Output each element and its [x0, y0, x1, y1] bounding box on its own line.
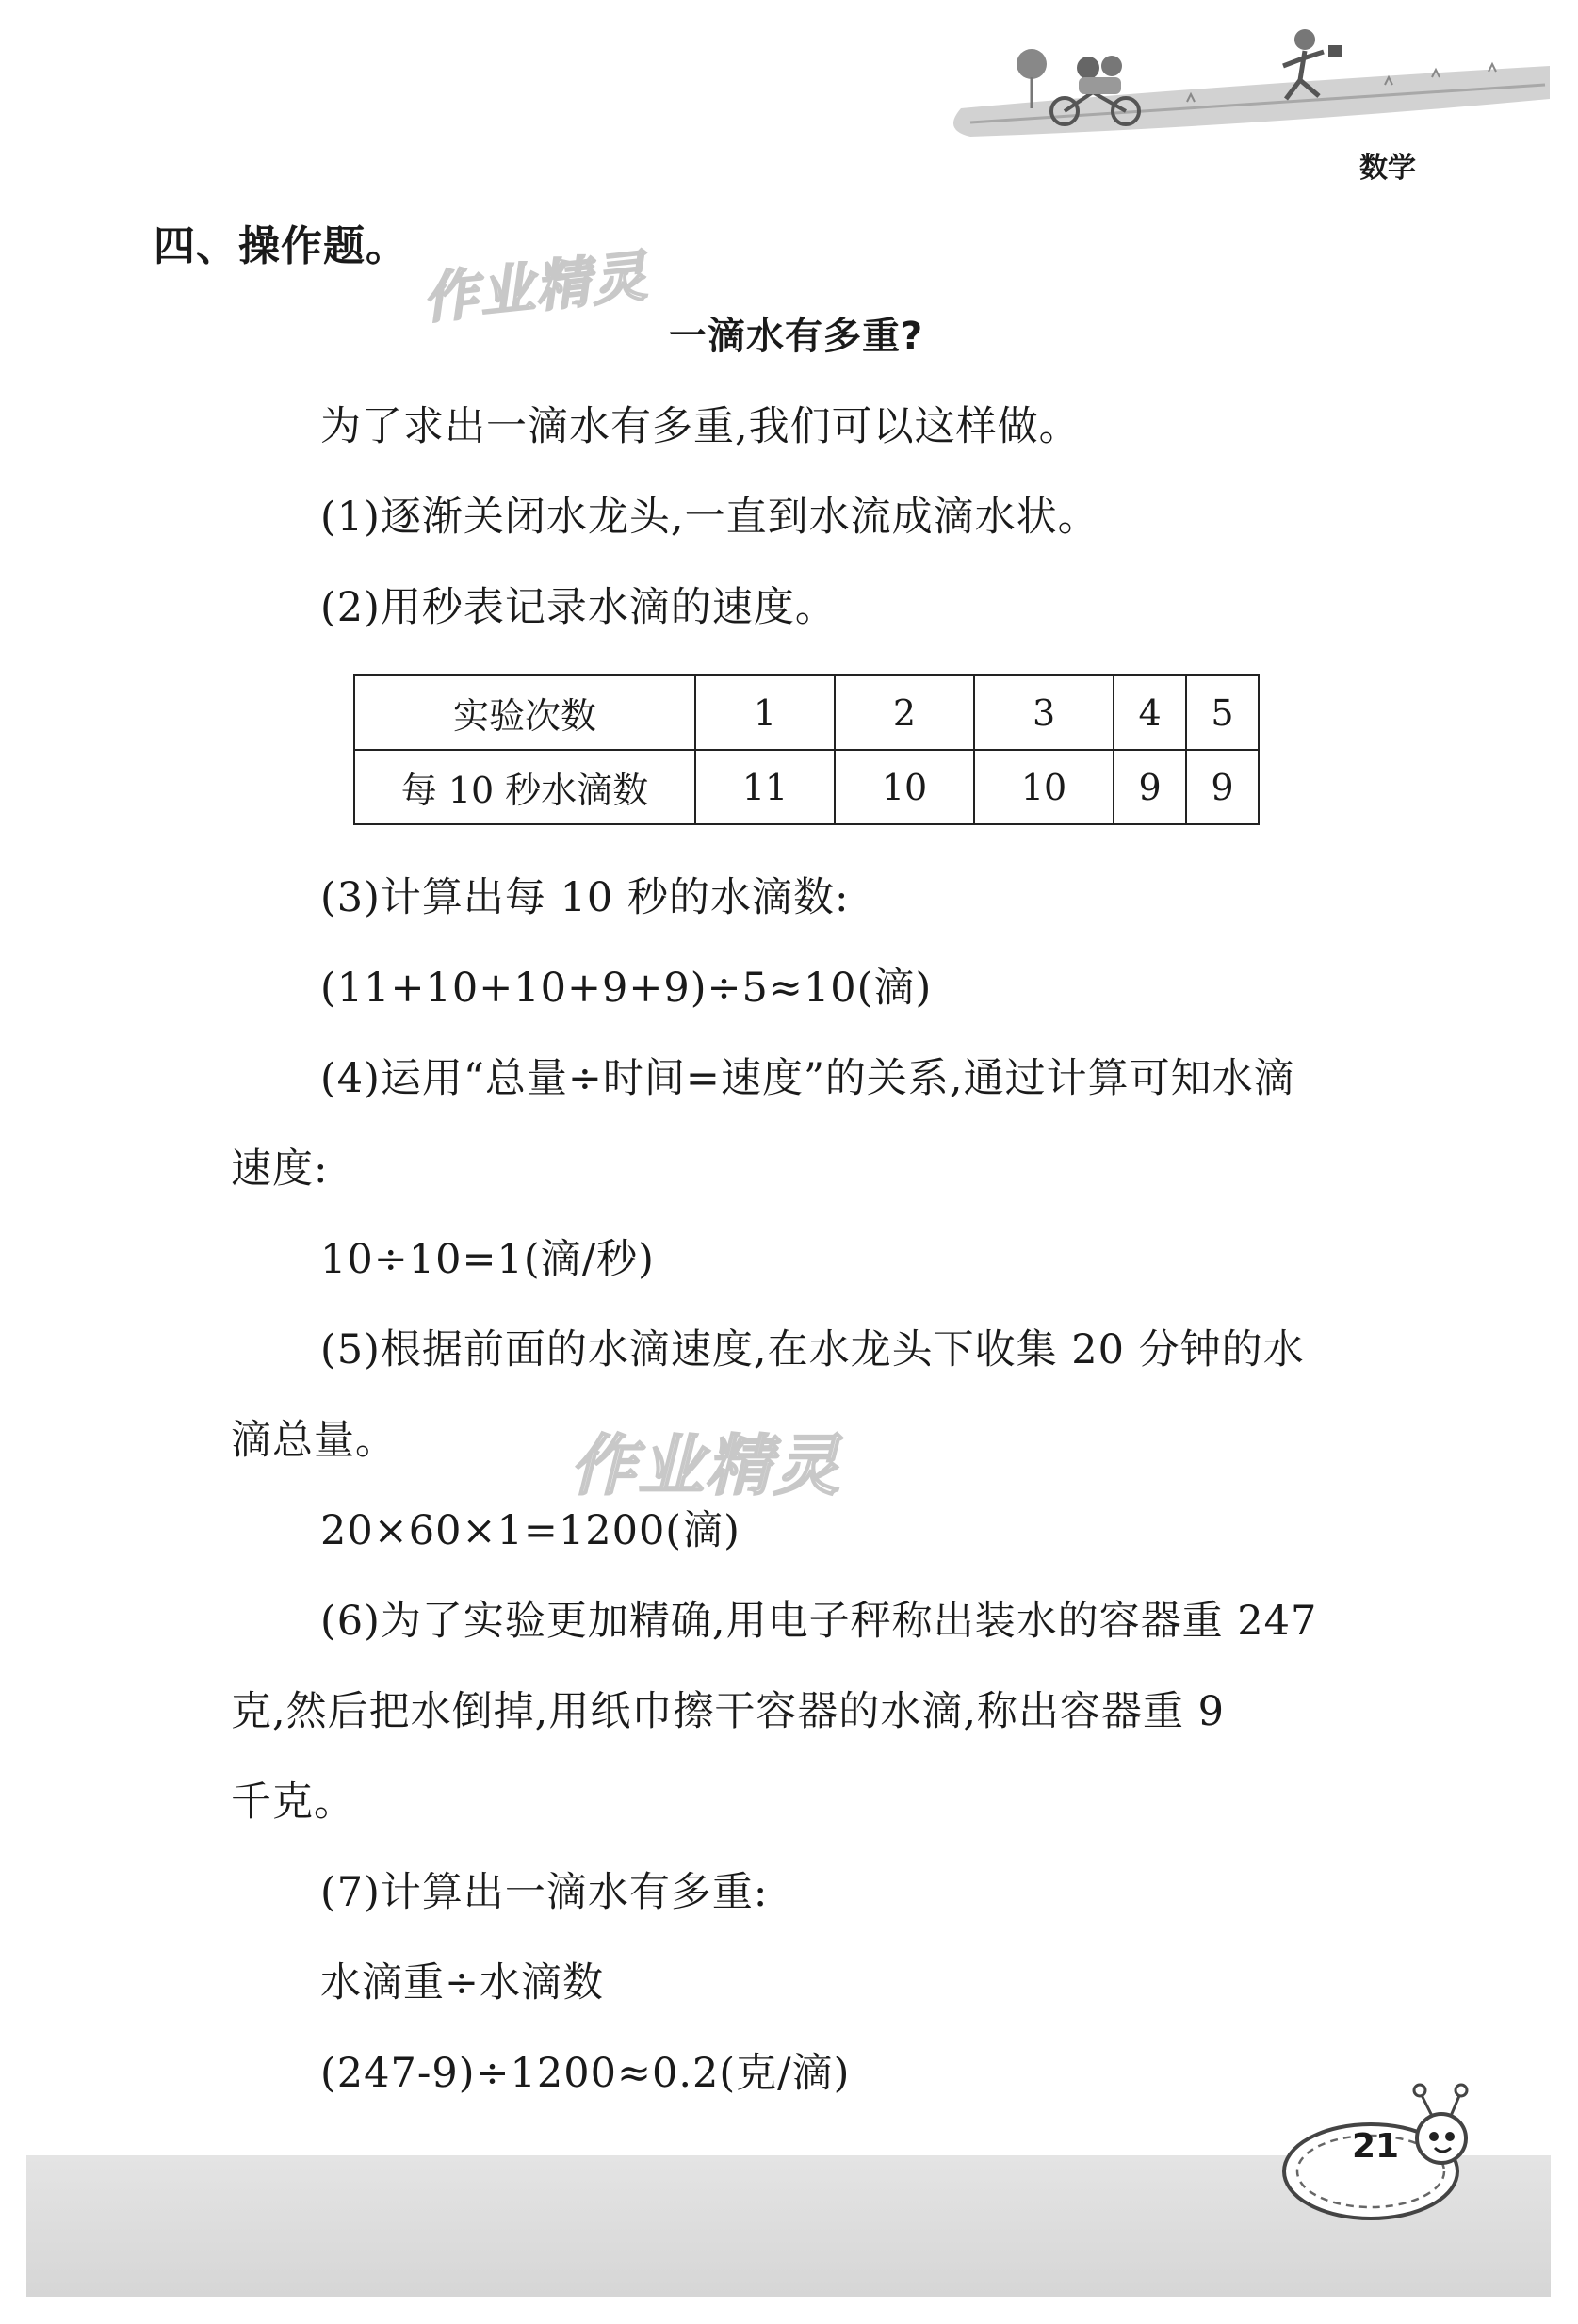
- step-5-line-2: 滴总量。: [231, 1417, 397, 1464]
- step-7-calc: (247-9)÷1200≈0.2(克/滴): [320, 2050, 851, 2097]
- step-6-line-2: 克,然后把水倒掉,用纸巾擦干容器的水滴,称出容器重 9: [231, 1688, 1226, 1735]
- table-row: [354, 675, 1259, 750]
- table-cell: 9: [1186, 750, 1259, 824]
- step-4-calc: 10÷10=1(滴/秒): [320, 1236, 655, 1283]
- experiment-table: [353, 674, 1260, 825]
- step-5-calc: 20×60×1=1200(滴): [320, 1507, 740, 1554]
- watermark: 作业精灵: [570, 1427, 841, 1504]
- intro-text: 为了求出一滴水有多重,我们可以这样做。: [320, 403, 1081, 450]
- watermark: 作业精灵: [419, 243, 652, 332]
- step-6-line-1: (6)为了实验更加精确,用电子秤称出装水的容器重 247: [320, 1598, 1318, 1645]
- step-7-formula: 水滴重÷水滴数: [320, 1959, 605, 2007]
- step-5-line-1: (5)根据前面的水滴速度,在水龙头下收集 20 分钟的水: [320, 1326, 1305, 1373]
- section-title: 四、操作题。: [154, 222, 408, 270]
- step-6-line-3: 千克。: [231, 1779, 355, 1826]
- subject-label: 数学: [1359, 152, 1416, 185]
- header-illustration: [942, 19, 1554, 141]
- step-4-line-2: 速度:: [231, 1146, 329, 1193]
- table-cell: 11: [695, 750, 835, 824]
- step-3-calc: (11+10+10+9+9)÷5≈10(滴): [320, 965, 933, 1012]
- problem-title: 一滴水有多重?: [669, 315, 924, 358]
- table-cell: 4: [1114, 675, 1186, 750]
- table-cell: 1: [695, 675, 835, 750]
- step-1: (1)逐渐关闭水龙头,一直到水流成滴水状。: [320, 494, 1099, 541]
- table-cell: 2: [835, 675, 974, 750]
- step-7: (7)计算出一滴水有多重:: [320, 1869, 769, 1916]
- page-number: 21: [1351, 2127, 1400, 2166]
- table-row: [354, 750, 1259, 824]
- step-4-line-1: (4)运用“总量÷时间=速度”的关系,通过计算可知水滴: [320, 1055, 1295, 1102]
- table-cell: 10: [835, 750, 974, 824]
- row-header-drops: 每 10 秒水滴数: [354, 750, 695, 824]
- row-header-trials: 实验次数: [354, 675, 695, 750]
- table-cell: 5: [1186, 675, 1259, 750]
- table-cell: 3: [974, 675, 1114, 750]
- table-cell: 9: [1114, 750, 1186, 824]
- step-2: (2)用秒表记录水滴的速度。: [320, 584, 837, 631]
- step-3: (3)计算出每 10 秒的水滴数:: [320, 874, 850, 921]
- table-cell: 10: [974, 750, 1114, 824]
